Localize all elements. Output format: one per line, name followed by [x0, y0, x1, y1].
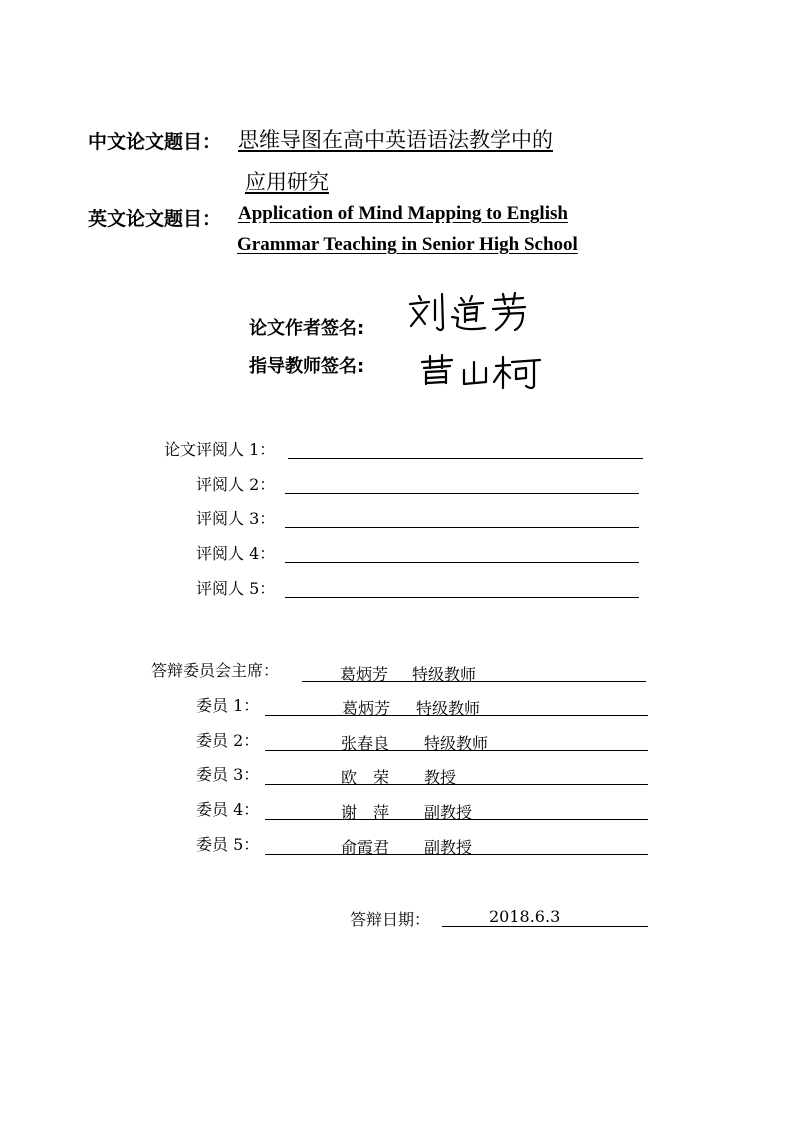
- cn-title-line2: 应用研究: [245, 170, 329, 194]
- committee-chair-name: 葛炳芳: [340, 665, 389, 684]
- reviewer-2-label: 评阅人 2：: [196, 475, 276, 494]
- committee-member-3-name: 欧 荣: [341, 768, 390, 787]
- committee-member-5-title: 副教授: [424, 838, 473, 857]
- cn-title-line1: 思维导图在高中英语语法教学中的: [238, 128, 553, 152]
- reviewer-3-line: [285, 527, 639, 528]
- author-signature-label: 论文作者签名:: [249, 318, 365, 339]
- committee-member-4-label: 委员 4：: [196, 800, 260, 819]
- advisor-signature-label: 指导教师签名:: [249, 356, 365, 377]
- committee-member-2-title: 特级教师: [424, 734, 489, 753]
- committee-chair-title: 特级教师: [412, 665, 477, 684]
- reviewer-5-label: 评阅人 5：: [196, 579, 276, 598]
- author-signature: [405, 290, 535, 335]
- committee-member-1-title: 特级教师: [416, 699, 481, 718]
- defense-date-line: [442, 926, 648, 927]
- committee-member-3-title: 教授: [424, 768, 457, 787]
- reviewer-1-line: [288, 458, 643, 459]
- reviewer-4-label: 评阅人 4：: [196, 544, 276, 563]
- committee-member-4-name: 谢 萍: [341, 803, 390, 822]
- committee-member-5-label: 委员 5：: [196, 835, 260, 854]
- defense-date-label: 答辩日期：: [350, 910, 431, 929]
- committee-member-2-label: 委员 2：: [196, 731, 260, 750]
- committee-member-5-name: 俞霞君: [341, 838, 390, 857]
- committee-member-3-label: 委员 3：: [196, 765, 260, 784]
- reviewer-2-line: [285, 493, 639, 494]
- committee-member-2-name: 张春良: [341, 734, 390, 753]
- advisor-signature: [418, 352, 542, 392]
- defense-date-value: 2018.6.3: [489, 907, 561, 926]
- en-title-line2: Grammar Teaching in Senior High School: [237, 234, 578, 255]
- cn-title-label: 中文论文题目：: [88, 131, 222, 153]
- committee-member-4-title: 副教授: [424, 803, 473, 822]
- committee-member-1-label: 委员 1：: [196, 696, 260, 715]
- committee-chair-label: 答辩委员会主席：: [151, 661, 280, 680]
- reviewer-1-label: 论文评阅人 1：: [164, 440, 276, 459]
- reviewer-4-line: [285, 562, 639, 563]
- committee-member-3-line: [265, 784, 648, 785]
- committee-member-1-name: 葛炳芳: [342, 699, 391, 718]
- en-title-line1: Application of Mind Mapping to English: [238, 203, 568, 224]
- en-title-label: 英文论文题目：: [88, 208, 222, 230]
- reviewer-5-line: [285, 597, 639, 598]
- reviewer-3-label: 评阅人 3：: [196, 509, 276, 528]
